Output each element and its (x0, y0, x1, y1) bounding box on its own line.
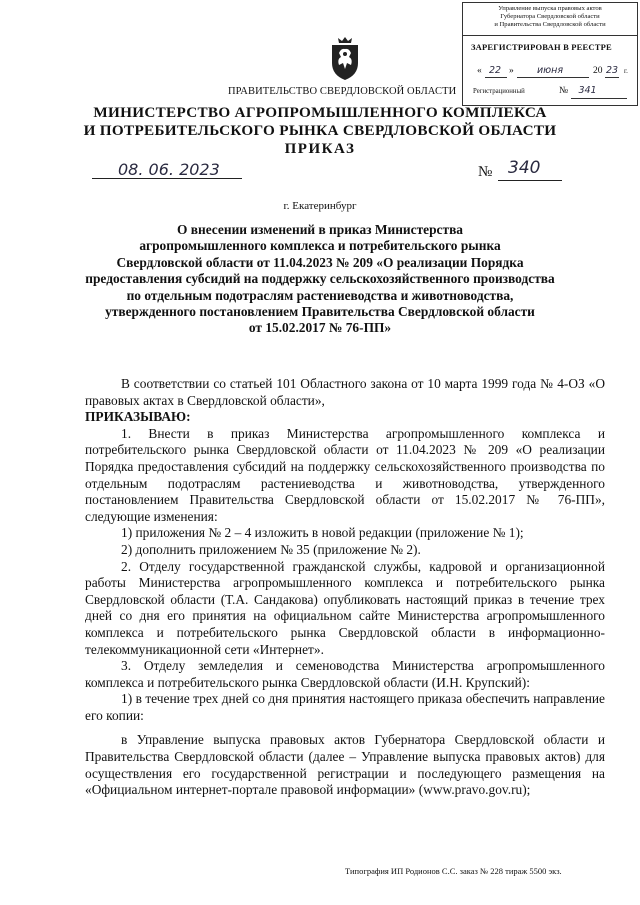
clause-3: 3. Отделу земледелия и семеноводства Министерства агропромышленного комплекса и потребительского рынка Свердловской области (И.Н. Крупский): (85, 658, 605, 690)
ministry-name (0, 104, 640, 140)
clause-3-item-1-a: в Управление выпуска правовых актов Губернатора Свердловской области и Правительства Свердловской области (далее – Управление выпуска правовых актов) для осуществления его государственной регистрации и последующего размещения на «Официальном интернет-портале правовой информации» (www.pravo.gov.ru); (85, 732, 605, 798)
heading-line: по отдельным подотраслям растениеводства и животноводства, (126, 287, 514, 303)
stamp-regnum (559, 85, 597, 96)
government-name: ПРАВИТЕЛЬСТВО СВЕРДЛОВСКОЙ ОБЛАСТИ (228, 86, 457, 97)
city: г. Екатеринбург (283, 200, 357, 212)
heading-line: О внесении изменений в приказ Министерства (176, 222, 464, 237)
stamp-registered-title: ЗАРЕГИСТРИРОВАН В РЕЕСТРЕ (471, 42, 612, 52)
ministry-line: МИНИСТЕРСТВО АГРОПРОМЫШЛЕННОГО КОМПЛЕКСА (93, 104, 547, 121)
order-number-handwritten: 340 (508, 158, 541, 178)
stamp-date-close-quote: » (509, 66, 514, 76)
clause-2: 2. Отделу государственной гражданской службы, кадровой и организационной работы Министерства агропромышленного комплекса и потребительского рынка Свердловской области (Т.А. Сандакова) опубликовать настоящий приказ в течение трех дней со дня его принятия на официальном сайте Министерства агропромышленного комплекса и потребительского рынка Свердловской области в информационно-телекоммуникационной сети «Интернет». (85, 558, 605, 657)
heading-line: агропромышленного комплекса и потребительского рынка (139, 238, 501, 254)
registration-stamp (462, 36, 638, 106)
stamp-date-month: июня (537, 65, 564, 76)
order-word: ПРИКАЗЫВАЮ: (85, 409, 191, 425)
heading-line: от 15.02.2017 № 76-ПП» (248, 320, 392, 336)
ministry-line: И ПОТРЕБИТЕЛЬСКОГО РЫНКА СВЕРДЛОВСКОЙ ОБЛАСТИ (83, 122, 557, 139)
document-type: ПРИКАЗ (284, 141, 356, 157)
heading-line: предоставления субсидий на поддержку сельскохозяйственного производства (85, 271, 555, 287)
coat-of-arms-icon (327, 35, 363, 81)
printing-info: Типография ИП Родионов С.С. заказ № 228 тираж 5500 экз. (345, 866, 562, 876)
number-underline (498, 180, 562, 181)
stamp-regnum-label: Регистрационный (473, 88, 525, 95)
stamp-date-open-quote: « (477, 66, 482, 76)
date-underline (92, 178, 242, 179)
stamp-date-year-mark: г. (624, 67, 628, 75)
order-number-label: № (478, 164, 493, 180)
order-heading (80, 222, 560, 337)
stamp-date-year-prefix: 20 (593, 66, 603, 76)
stamp-issuer-line: и Правительства Свердловской области (494, 21, 606, 28)
stamp-regnum-sign: № (559, 86, 569, 96)
heading-line: утвержденного постановлением Правительства Свердловской области (105, 304, 535, 320)
clause-1-item-2: 2) дополнить приложением № 35 (приложение № 2). (121, 541, 421, 557)
registration-stamp-issuer (462, 2, 638, 36)
clause-1-item-1: 1) приложения № 2 – 4 изложить в новой редакции (приложение № 1); (121, 525, 524, 541)
order-date-handwritten: 08. 06. 2023 (118, 160, 220, 179)
stamp-date-year-suffix: 23 (606, 65, 619, 76)
heading-line: Свердловской области от 11.04.2023 № 209 «О реализации Порядка (116, 254, 524, 270)
stamp-issuer-line: Губернатора Свердловской области (500, 13, 600, 20)
stamp-date-day: 22 (489, 65, 502, 76)
stamp-issuer-line: Управление выпуска правовых актов (498, 5, 602, 12)
clause-3-item-1: 1) в течение трех дней со дня принятия настоящего приказа обеспечить направление его копии: (85, 691, 605, 723)
order-body (85, 376, 605, 799)
clause-1: 1. Внести в приказ Министерства агропромышленного комплекса и потребительского рынка Свердловской области от 11.04.2023 № 209 «О реализации Порядка предоставления субсидий на поддержку сельскохозяйственного производства по отдельным подотраслям растениеводства и животноводства, утвержденного постановлением Правительства Свердловской области от 15.02.2017 № 76-ПП», следующие изменения: (85, 425, 605, 524)
preamble: В соответствии со статьей 101 Областного закона от 10 марта 1999 года № 4-ОЗ «О правовых актах в Свердловской области», (85, 376, 605, 408)
stamp-regnum-value: 341 (578, 85, 597, 96)
